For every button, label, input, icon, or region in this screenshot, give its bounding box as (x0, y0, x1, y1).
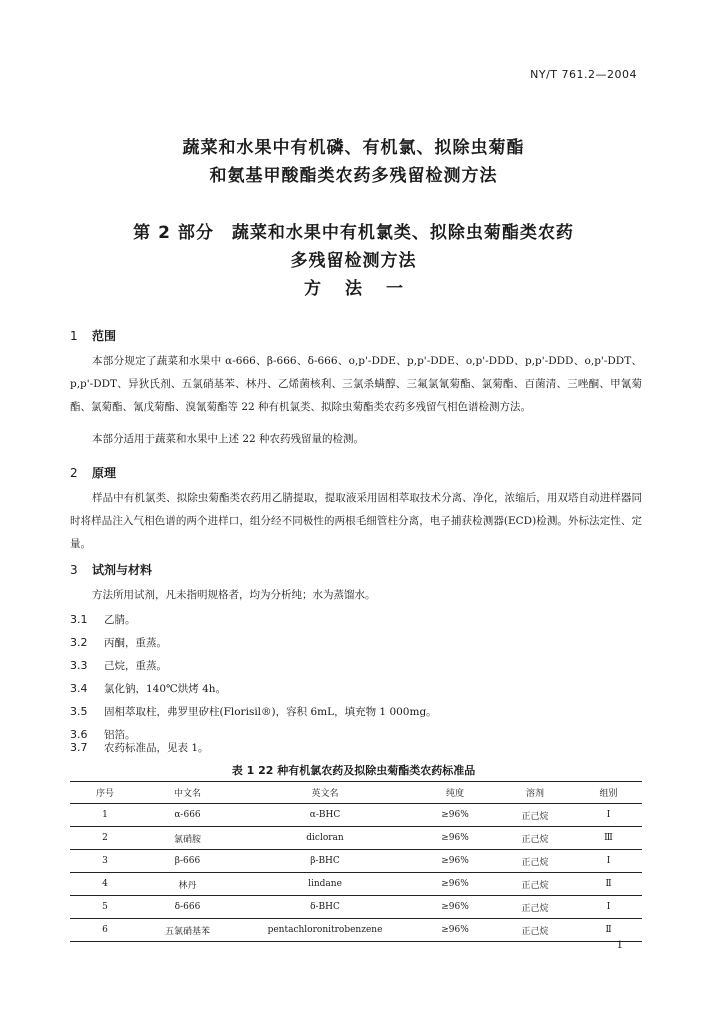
standard-code: NY/T 761.2—2004 (530, 68, 637, 81)
principle-paragraph: 样品中有机氯类、拟除虫菊酯类农药用乙腈提取，提取液采用固相萃取技术分离、净化，浓缩后，用双塔自动进样器同时将样品注入气相色谱的两个进样口，组分经不同极性的两根毛细管柱分离，电子捕获检测器(ECD)检测。外标法定性、定量。 (70, 492, 642, 550)
table-cell: 正己烷 (495, 827, 575, 850)
column-header: 序号 (70, 782, 140, 804)
item-text: 己烷，重蒸。 (104, 660, 167, 672)
table-cell: 正己烷 (495, 896, 575, 919)
section-number: 1 (70, 329, 78, 343)
column-header: 组别 (575, 782, 642, 804)
table-cell: lindane (235, 873, 415, 896)
table-cell: 林丹 (140, 873, 235, 896)
item-text: 固相萃取柱，弗罗里矽柱(Florisil®)，容积 6mL，填充物 1 000mg。 (104, 706, 437, 718)
column-header: 中文名 (140, 782, 235, 804)
table-row (70, 850, 642, 873)
part-label: 第 2 部分 (133, 223, 214, 243)
scope-paragraph-2: 本部分适用于蔬菜和水果中上述 22 种农药残留量的检测。 (92, 433, 365, 445)
part-title-line2: 多残留检测方法 (290, 251, 417, 271)
section-title: 试剂与材料 (92, 563, 153, 577)
table-cell: ≥96% (415, 896, 495, 919)
column-header: 溶剂 (495, 782, 575, 804)
table-cell: ≥96% (415, 827, 495, 850)
column-header: 英文名 (235, 782, 415, 804)
table-cell: 6 (70, 919, 140, 942)
section-heading-scope (70, 327, 116, 344)
reagent-item (70, 658, 167, 673)
scope-paragraph-1: 本部分规定了蔬菜和水果中 α-666、β-666、δ-666、o,p'-DDE、p,p'-DDE、o,p'-DDD、p,p'-DDD、o,p'-DDT、p,p'-DDT、异狄氏剂、五氯硝基苯、林丹、乙烯菌核利、三氯杀螨醇、三氟氯氰菊酯、氯菊酯、百菌清、三唑酮、甲氰菊酯、氯菊酯、氰戊菊酯、溴氰菊酯等 22 种有机氯类、拟除虫菊酯类农药多残留气相色谱检测方法。 (70, 355, 642, 413)
table-row (70, 827, 642, 850)
item-text: 乙腈。 (104, 614, 136, 626)
table-cell: Ⅱ (575, 919, 642, 942)
section-title: 范围 (92, 329, 117, 343)
table-cell: 5 (70, 896, 140, 919)
table-cell: α-666 (140, 804, 235, 827)
table-cell: ≥96% (415, 873, 495, 896)
section-number: 2 (70, 466, 78, 480)
reagent-item (70, 681, 226, 696)
table-cell: β-BHC (235, 850, 415, 873)
method-title: 方法一 (304, 279, 427, 299)
table-cell: Ⅰ (575, 896, 642, 919)
document-title-line2: 和氨基甲酸酯类农药多残留检测方法 (209, 166, 498, 186)
table-cell: 2 (70, 827, 140, 850)
table-cell: 4 (70, 873, 140, 896)
table-row (70, 919, 642, 942)
item-number: 3.3 (70, 659, 88, 672)
table-cell: ≥96% (415, 804, 495, 827)
item-number: 3.6 (70, 728, 88, 741)
item-text: 氯化钠，140℃烘烤 4h。 (104, 683, 227, 695)
item-number: 3.5 (70, 705, 88, 718)
pesticide-standards-table (70, 781, 642, 942)
part-title-line1 (0, 218, 707, 243)
table-row (70, 873, 642, 896)
item-text: 农药标准品，见表 1。 (104, 742, 209, 754)
item-number: 3.2 (70, 636, 88, 649)
table-cell: 正己烷 (495, 919, 575, 942)
section-title: 原理 (92, 466, 117, 480)
column-header: 纯度 (415, 782, 495, 804)
table-cell: 正己烷 (495, 850, 575, 873)
table-cell: 1 (70, 804, 140, 827)
table-cell: 正己烷 (495, 804, 575, 827)
table-cell: ≥96% (415, 919, 495, 942)
reagent-item (70, 635, 167, 650)
reagent-item (70, 612, 136, 627)
section-heading-reagents (70, 561, 152, 578)
table-cell: 五氯硝基苯 (140, 919, 235, 942)
table-cell: Ⅰ (575, 850, 642, 873)
table-row (70, 896, 642, 919)
table-cell: Ⅲ (575, 827, 642, 850)
item-number: 3.4 (70, 682, 88, 695)
section-number: 3 (70, 563, 78, 577)
reagent-item (70, 704, 437, 719)
table-cell: pentachloronitrobenzene (235, 919, 415, 942)
table-cell: δ-666 (140, 896, 235, 919)
reagent-item (70, 740, 209, 755)
part-title-text: 蔬菜和水果中有机氯类、拟除虫菊酯类农药 (231, 223, 574, 243)
table-cell: dicloran (235, 827, 415, 850)
table-row (70, 804, 642, 827)
table-cell: 3 (70, 850, 140, 873)
table-cell: ≥96% (415, 850, 495, 873)
item-number: 3.1 (70, 613, 88, 626)
table-cell: 正己烷 (495, 873, 575, 896)
table-cell: Ⅰ (575, 804, 642, 827)
section-heading-principle (70, 464, 116, 481)
item-text: 铝箔。 (104, 729, 136, 741)
item-number: 3.7 (70, 741, 88, 754)
table-caption: 表 1 22 种有机氯农药及拟除虫菊酯类农药标准品 (231, 764, 476, 777)
table-header-row (70, 782, 642, 804)
table-cell: Ⅱ (575, 873, 642, 896)
reagents-paragraph: 方法所用试剂，凡未指明规格者，均为分析纯；水为蒸馏水。 (92, 589, 376, 601)
table-cell: δ-BHC (235, 896, 415, 919)
table-cell: 氯硝胺 (140, 827, 235, 850)
table-cell: β-666 (140, 850, 235, 873)
page-number: 1 (616, 940, 623, 951)
table-cell: α-BHC (235, 804, 415, 827)
document-title-line1: 蔬菜和水果中有机磷、有机氯、拟除虫菊酯 (182, 138, 525, 158)
item-text: 丙酮，重蒸。 (104, 637, 167, 649)
